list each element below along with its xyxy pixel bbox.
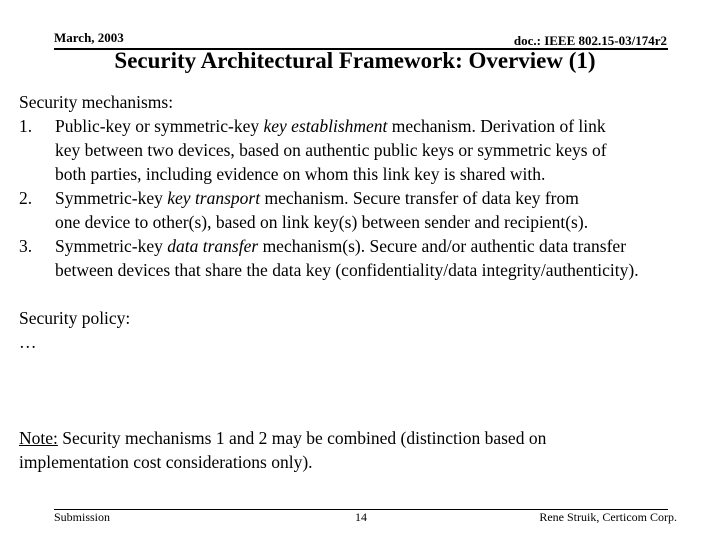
note-label: Note: <box>19 428 58 448</box>
note-line <box>19 426 709 450</box>
list-item-line: between devices that share the data key (confidentiality/data integrity/authenticity). <box>55 260 639 280</box>
footer-author: Rene Struik, Certicom Corp. <box>539 510 677 524</box>
list-item <box>19 186 719 234</box>
policy-ellipsis: … <box>19 332 37 352</box>
list-item-line <box>55 186 719 210</box>
list-item-line: key between two devices, based on authentic public keys or symmetric keys of <box>55 140 607 160</box>
list-item-line: both parties, including evidence on whom this link key is shared with. <box>55 164 546 184</box>
list-item-number: 1. <box>19 116 33 136</box>
list-item-text: mechanism. Secure transfer of data key from <box>260 188 579 208</box>
header-date: March, 2003 <box>54 30 124 45</box>
list-item-text: mechanism(s). Secure and/or authentic data transfer <box>258 236 627 256</box>
note-line: implementation cost considerations only). <box>19 452 313 472</box>
list-item-number: 3. <box>19 236 33 256</box>
list-item <box>19 234 719 282</box>
policy-section <box>19 306 130 354</box>
policy-heading: Security policy: <box>19 308 131 328</box>
list-item-line: one device to other(s), based on link key(s) between sender and recipient(s). <box>55 212 589 232</box>
header-doc-id: doc.: IEEE 802.15-03/174r2 <box>513 33 667 48</box>
list-item-line <box>55 114 719 138</box>
footer-submission: Submission <box>54 510 111 524</box>
list-item-line <box>55 234 719 258</box>
list-item <box>19 114 719 186</box>
mechanisms-heading: Security mechanisms: <box>19 92 174 112</box>
note-section <box>19 426 709 474</box>
list-item-text: Public-key or symmetric-key <box>55 116 264 136</box>
list-item-emphasis: key transport <box>167 188 261 208</box>
list-item-emphasis: key establishment <box>263 116 388 136</box>
list-item-text: Symmetric-key <box>55 188 168 208</box>
list-item-emphasis: data transfer <box>167 236 259 256</box>
note-text: Security mechanisms 1 and 2 may be combined (distinction based on <box>57 428 547 448</box>
list-item-number: 2. <box>19 188 33 208</box>
page-number: 14 <box>355 510 367 524</box>
list-item-text: Symmetric-key <box>55 236 168 256</box>
list-item-text: mechanism. Derivation of link <box>387 116 606 136</box>
page-title: Security Architectural Framework: Overview (1) <box>114 48 596 73</box>
mechanisms-section <box>19 90 719 282</box>
